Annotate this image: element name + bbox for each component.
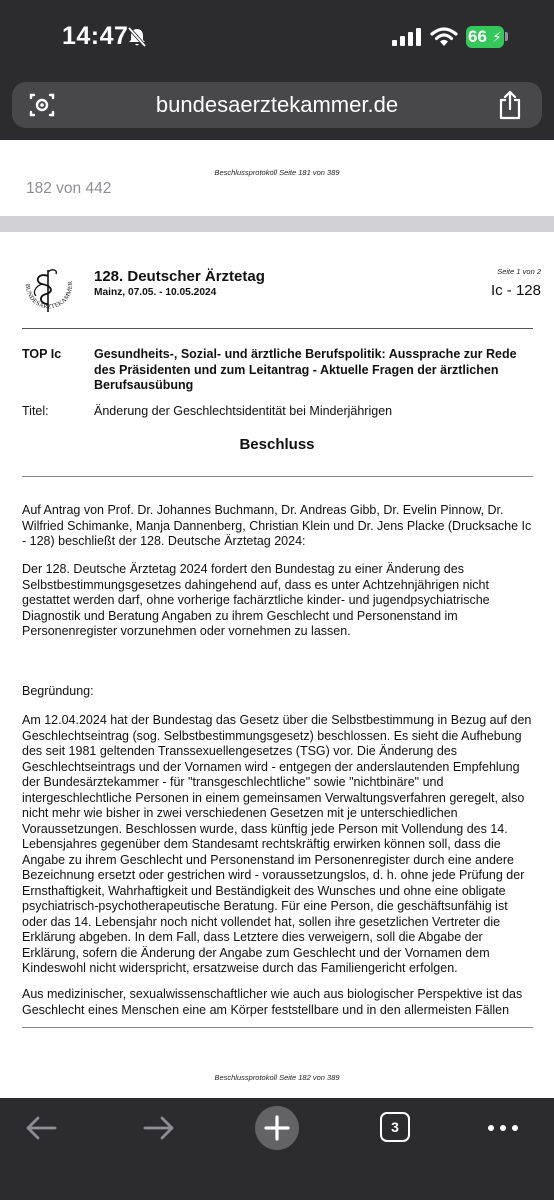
plus-icon bbox=[255, 1106, 299, 1150]
forward-arrow-icon[interactable] bbox=[142, 1114, 176, 1142]
status-bar bbox=[0, 0, 554, 72]
motion-paragraph: Auf Antrag von Prof. Dr. Johannes Buchmann, Dr. Andreas Gibb, Dr. Evelin Pinnow, Dr. Wilfried Schimanke, Manja Dannenberg, Christian Klein und Dr. Jens Placke (Drucksache Ic - 128) beschließt der 128. Deutsche Ärztetag 2024: bbox=[22, 503, 532, 548]
document-header-title: 128. Deutscher Ärztetag bbox=[94, 268, 265, 285]
battery-indicator bbox=[466, 26, 504, 48]
logo-lettering: BUNDESÄRZTEKAMMER bbox=[23, 280, 75, 311]
status-time: 14:47 bbox=[62, 22, 129, 50]
top-description: Gesundheits-, Sozial- und ärztliche Berufspolitik: Aussprache zur Rede des Präsidenten und zum Leitantrag - Aktuelle Fragen der ärztlichen Berufsausübung bbox=[94, 347, 517, 392]
top-label: TOP Ic bbox=[22, 347, 62, 361]
url-text[interactable]: bundesaerztekammer.de bbox=[155, 92, 399, 117]
begruendung-label: Begründung: bbox=[22, 684, 94, 698]
header-divider bbox=[22, 328, 533, 329]
page-separator bbox=[0, 216, 554, 232]
tabs-overview-button[interactable]: 3 bbox=[380, 1112, 410, 1142]
bundesaerztekammer-logo bbox=[18, 262, 80, 324]
section-divider bbox=[22, 476, 533, 477]
battery-cap bbox=[505, 32, 508, 41]
previous-page-footer: Beschlussprotokoll Seite 181 von 389 bbox=[214, 168, 340, 177]
document-id: Ic - 128 bbox=[490, 282, 541, 299]
beschluss-heading: Beschluss bbox=[239, 436, 315, 453]
title-label: Titel: bbox=[22, 404, 49, 418]
bell-slash-icon bbox=[126, 26, 148, 48]
page-footer: Beschlussprotokoll Seite 182 von 389 bbox=[214, 1073, 340, 1082]
page-counter: 182 von 442 bbox=[26, 180, 112, 197]
document-header-subtitle: Mainz, 07.05. - 10.05.2024 bbox=[94, 287, 217, 298]
back-arrow-icon[interactable] bbox=[24, 1114, 58, 1142]
reasoning-paragraph-continued: Aus medizinischer, sexualwissenschaftlicher wie auch aus biologischer Perspektive ist das Geschlecht eines Menschen eine am Körper feststellbare und in den allermeisten Fällen bbox=[22, 987, 523, 1017]
charging-bolt-icon: ⚡ bbox=[492, 29, 502, 45]
title-text: Änderung der Geschlechtsidentität bei Minderjährigen bbox=[94, 404, 393, 418]
svg-text:BUNDESÄRZTEKAMMER bbox=[24, 280, 74, 311]
share-icon[interactable] bbox=[498, 90, 522, 120]
battery-level: 66 bbox=[468, 27, 487, 46]
footer-divider bbox=[22, 1027, 533, 1028]
more-options-icon[interactable] bbox=[487, 1118, 519, 1138]
cellular-signal-icon bbox=[392, 28, 422, 46]
new-tab-button[interactable] bbox=[255, 1106, 299, 1150]
reasoning-paragraph: Am 12.04.2024 hat der Bundestag das Gesetz über die Selbstbestimmung in Bezug auf den Geschlechtseintrag (sog. Selbstbestimmungsgesetz) beschlossen. Es sieht die Aufhebung des seit 1981 geltenden Transsexuellengesetzes (TSG) vor. Die Änderung des Geschlechtseintrags und der Vornamen wird - entgegen der anderslautenden Empfehlung der Bundesärztekammer - für "transgeschlechtliche" sowie "nichtbinäre" und intergeschlechtliche Personen in einem gemeinsamen Verwaltungsverfahren geregelt, also nicht mehr wie bisher in zwei verschiedenen Gesetzen mit je unterschiedlichen Voraussetzungen. Beschlossen wurde, dass künftig jede Person mit Vollendung des 14. Lebensjahres gegenüber dem Standesamt rechtskräftig erwirken können soll, dass die Angabe zu ihrem Geschlecht und Personenstand im Personenregister durch eine andere Bezeichnung ersetzt oder gestrichen wird - voraussetzungslos, d. h. ohne jede Prüfung der Ernsthaftigkeit, Wahrhaftigkeit und Beständigkeit des Wunsches und ohne eine obligate psychiatrisch-psychotherapeutische Beratung. Für eine Person, die geschäftsunfähig ist oder das 14. Lebensjahr noch nicht vollendet hat, sollen ihre gesetzlichen Vertreter die Erklärung abgeben. In dem Fall, dass Letztere dies verweigern, soll die Abgabe der Erklärung, sofern die Änderung der Angabe zum Geschlecht und der Vornamen dem Kindeswohl nicht widerspricht, ersatzweise durch das Familiengericht erfolgen. bbox=[22, 713, 532, 975]
resolution-paragraph: Der 128. Deutsche Ärztetag 2024 fordert den Bundestag zu einer Änderung des Selbstbestimmungsgesetzes dahingehend auf, dass es unter Achtzehnjährigen nicht gestattet werden darf, ohne vorherige fachärztliche kinder- und jugendpsychiatrische Diagnostik und Beratung Angaben zu ihrem Geschlecht und Personenstand im Personenregister vorzunehmen oder vornehmen zu lassen. bbox=[22, 562, 490, 638]
document-page-of: Seite 1 von 2 bbox=[497, 267, 541, 276]
wifi-icon bbox=[430, 26, 458, 48]
